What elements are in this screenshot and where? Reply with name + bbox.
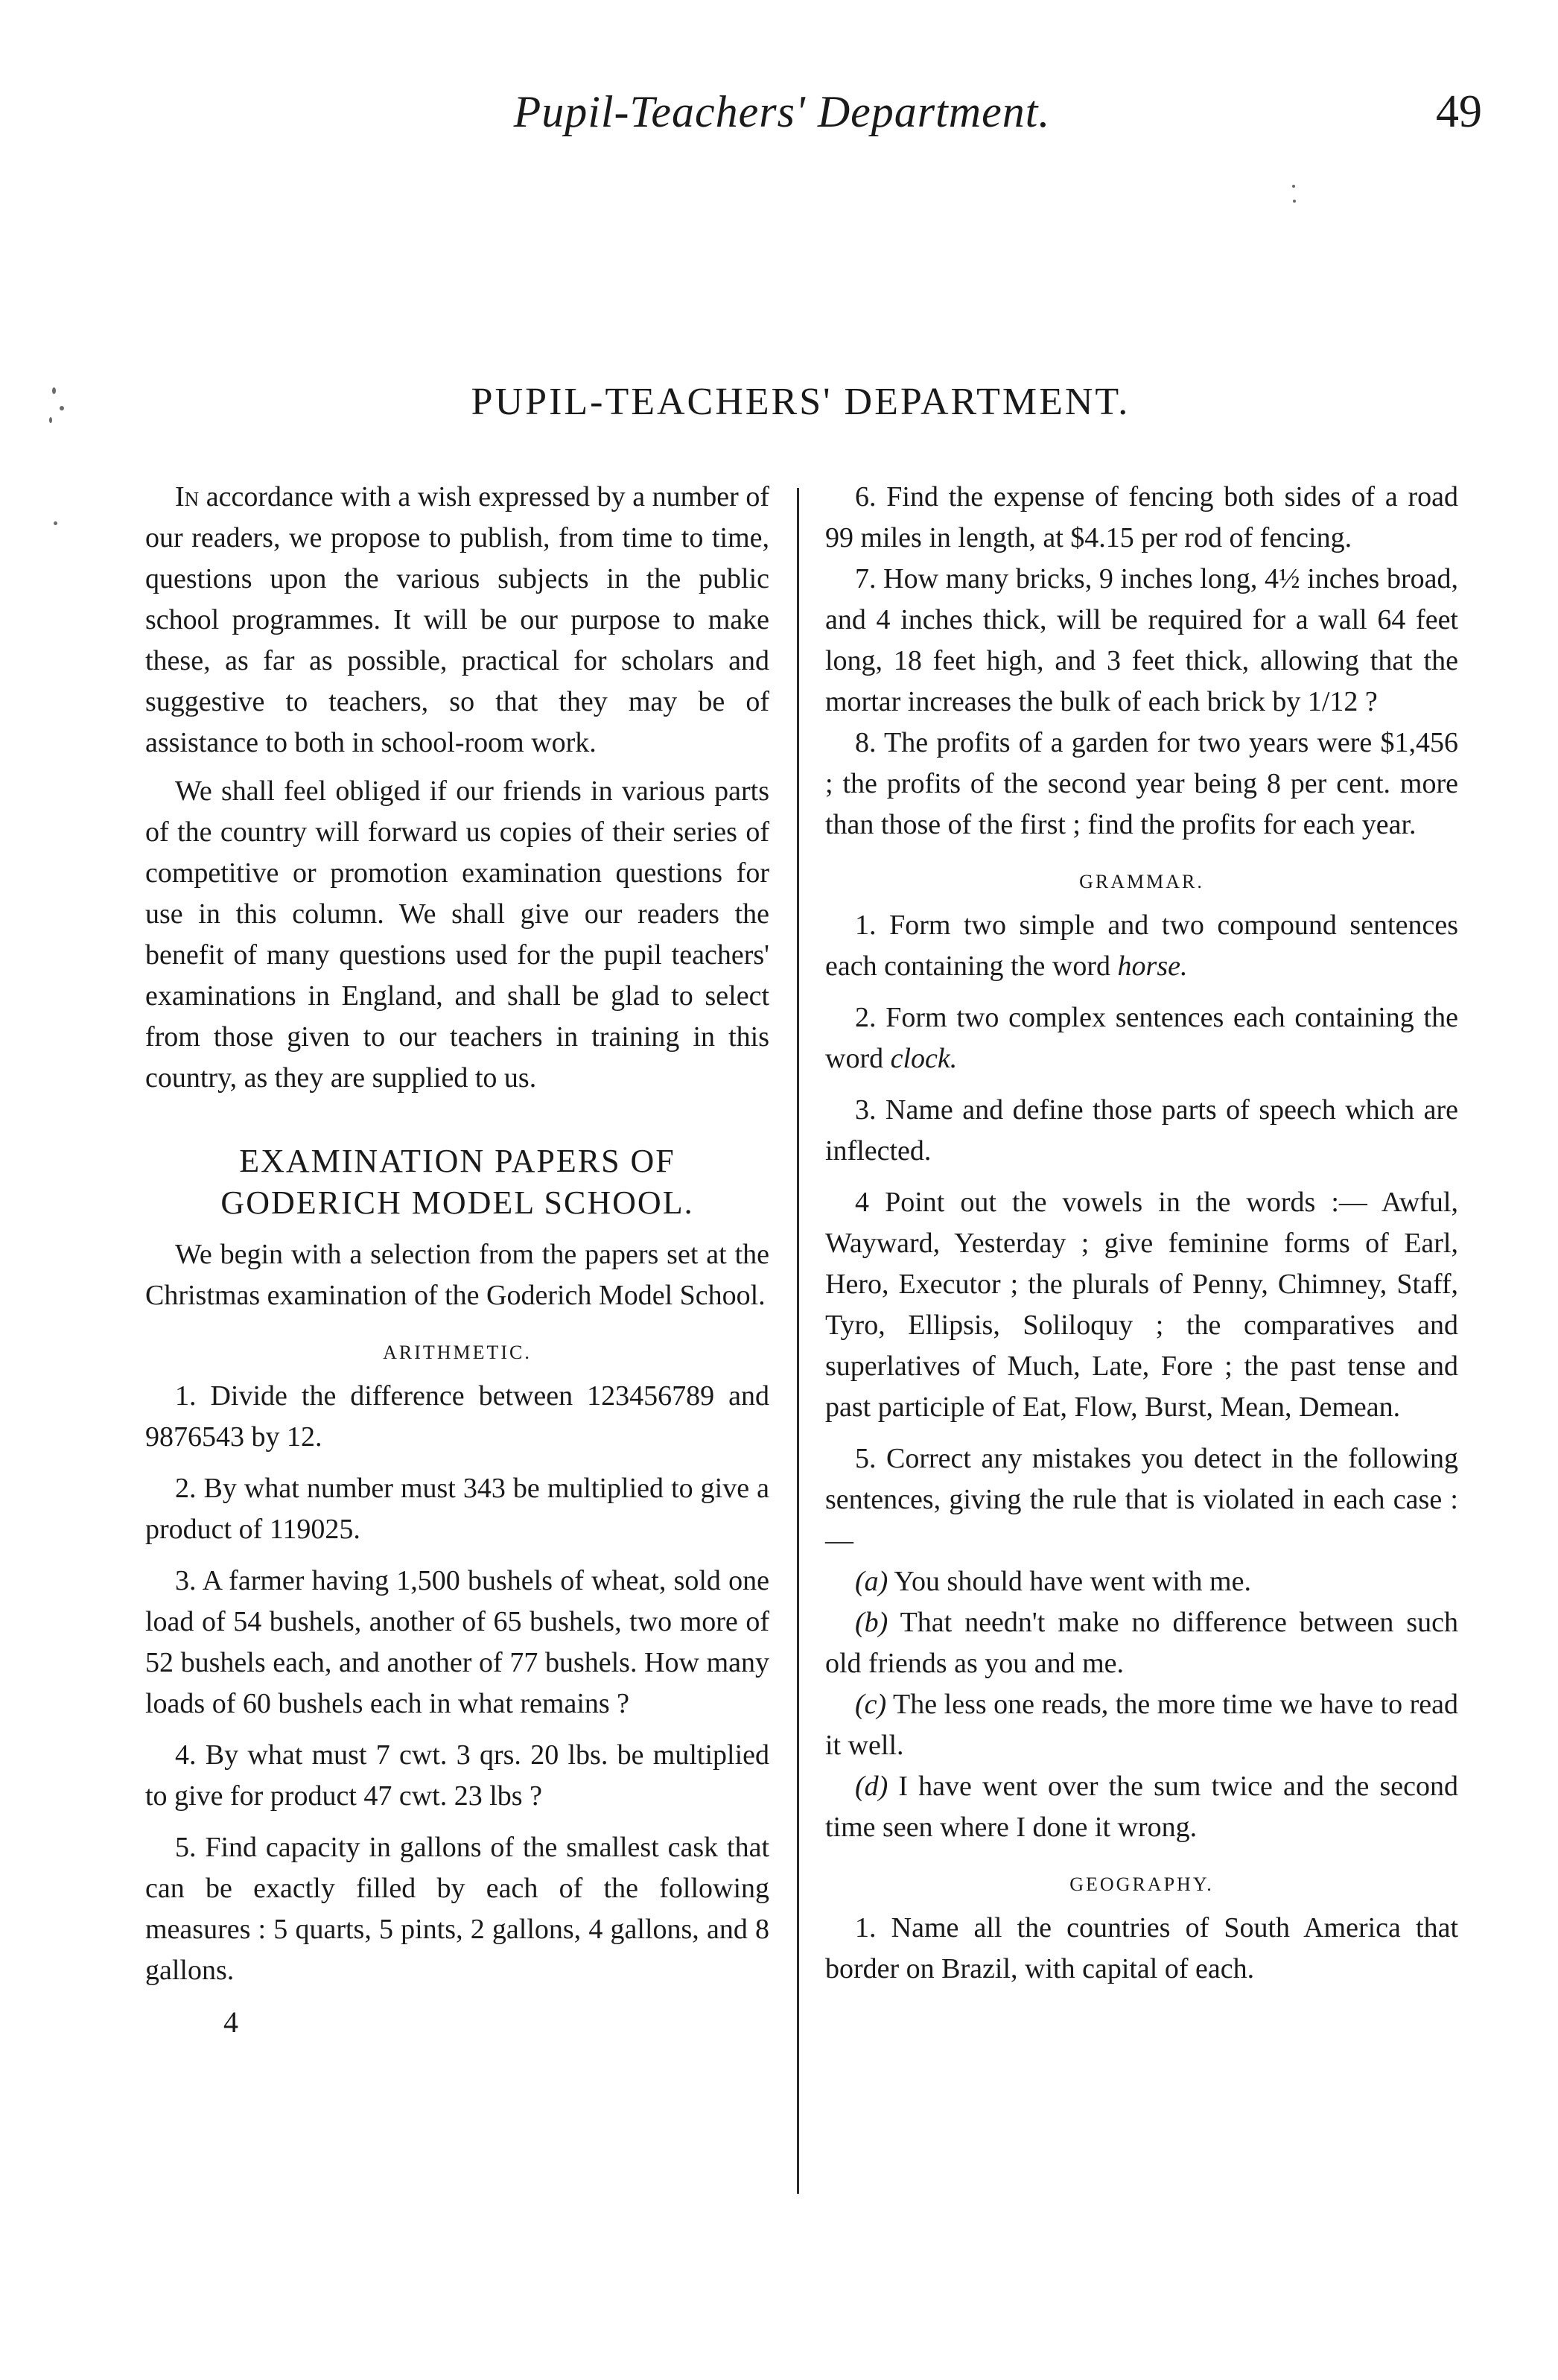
arithmetic-question-4: 4. By what must 7 cwt. 3 qrs. 20 lbs. be multiplied to give for product 47 cwt. 23 lbs ? [145, 1739, 769, 1812]
grammar-question-4: 4 Point out the vowels in the words :— Awful, Wayward, Yesterday ; give feminine forms of Earl, Hero, Executor ; the plurals of Penny, Chimney, Staff, Tyro, Ellipsis, Soliloquy ; the comparatives and superlatives of Much, Late, Fore ; the past tense and past participle of Eat, Flow, Burst, Mean, Demean. [825, 1187, 1458, 1423]
sentence-label-c: (c) [855, 1689, 887, 1720]
left-column [145, 477, 769, 2043]
section-heading: EXAMINATION PAPERS OF GODERICH MODEL SCHOOL. [220, 1143, 694, 1221]
arithmetic-heading: ARITHMETIC. [383, 1342, 532, 1363]
intro-paragraph-1 [145, 477, 769, 764]
arithmetic-question-5: 5. Find capacity in gallons of the smallest cask that can be exactly filled by each of the following measures : 5 quarts, 5 pints, 2 gallons, 4 gallons, and 8 gallons. [145, 1832, 769, 1986]
geography-question-1: 1. Name all the countries of South America that border on Brazil, with capital of each. [825, 1912, 1458, 1984]
running-title: Pupil-Teachers' Department. [513, 87, 1051, 136]
grammar-question-1-word: horse. [1117, 951, 1188, 982]
sentence-label-a: (a) [855, 1566, 888, 1597]
folio-signature: 4 [223, 2005, 238, 2039]
intro-paragraph-1-text: accordance with a wish expressed by a number of our readers, we propose to publish, from time to time, questions upon the various subjects in the public school programmes. It will be our purpose to make these, as far as possible, practical for scholars and suggestive to teachers, so that they may be of assistance to both in school-room work. [145, 481, 769, 758]
sentence-label-b: (b) [855, 1607, 888, 1638]
grammar-question-5: 5. Correct any mistakes you detect in the following sentences, giving the rule that is violated in each case :— [825, 1443, 1458, 1556]
arithmetic-question-2: 2. By what number must 343 be multiplied to give a product of 119025. [145, 1473, 769, 1545]
drop-word: In [175, 481, 200, 513]
grammar-sentence-b [825, 1602, 1458, 1684]
grammar-sentence-c [825, 1684, 1458, 1766]
scan-speck [54, 521, 57, 525]
grammar-question-2-word: clock. [890, 1043, 958, 1074]
grammar-question-1 [825, 905, 1458, 987]
geography-heading: GEOGRAPHY. [1069, 1873, 1214, 1895]
column-rule [797, 488, 799, 2194]
sentence-text-a: You should have went with me. [888, 1566, 1251, 1597]
scan-speck [49, 417, 52, 423]
sentence-text-c: The less one reads, the more time we have to read it well. [825, 1689, 1458, 1761]
intro-paragraph-2: We shall feel obliged if our friends in various parts of the country will forward us copies of their series of competitive or promotion examination questions for use in this column. We shall give our readers the benefit of many questions used for the pupil teachers' examinations in England, and shall be glad to select from those given to our teachers in training in this country, as they are supplied to us. [145, 775, 769, 1094]
arithmetic-question-3: 3. A farmer having 1,500 bushels of wheat, sold one load of 54 bushels, another of 65 bushels, two more of 52 bushels each, and another of 77 bushels. How many loads of 60 bushels each in what remains ? [145, 1565, 769, 1719]
scan-speck [1292, 185, 1295, 188]
sentence-text-b: That needn't make no difference between such old friends as you and me. [825, 1607, 1458, 1679]
page-number: 49 [1436, 86, 1482, 137]
right-column [825, 477, 1458, 1990]
grammar-question-2 [825, 997, 1458, 1079]
sentence-text-d: I have went over the sum twice and the second time seen where I done it wrong. [825, 1771, 1458, 1843]
scan-speck [60, 406, 64, 410]
grammar-sentence-a [825, 1561, 1458, 1602]
arithmetic-question-7: 7. How many bricks, 9 inches long, 4½ inches broad, and 4 inches thick, will be required for a wall 64 feet long, 18 feet high, and 3 feet thick, allowing that the mortar increases the bulk of each brick by 1/12 ? [825, 563, 1458, 717]
section-intro: We begin with a selection from the papers set at the Christmas examination of the Goderich Model School. [145, 1239, 769, 1311]
scan-speck [52, 387, 56, 394]
arithmetic-question-1: 1. Divide the difference between 123456789 and 9876543 by 12. [145, 1380, 769, 1453]
arithmetic-question-6: 6. Find the expense of fencing both sides of a road 99 miles in length, at $4.15 per rod of fencing. [825, 481, 1458, 553]
grammar-heading: GRAMMAR. [1079, 871, 1204, 892]
grammar-question-3: 3. Name and define those parts of speech which are inflected. [825, 1094, 1458, 1167]
sentence-label-d: (d) [855, 1771, 888, 1802]
scan-speck [1293, 200, 1296, 203]
page-title: PUPIL-TEACHERS' DEPARTMENT. [471, 381, 1131, 423]
running-head [0, 82, 1558, 142]
arithmetic-question-8: 8. The profits of a garden for two years were $1,456 ; the profits of the second year being 8 per cent. more than those of the first ; find the profits for each year. [825, 727, 1458, 840]
grammar-question-2-text: 2. Form two complex sentences each containing the word [825, 1002, 1458, 1074]
grammar-sentence-d [825, 1766, 1458, 1848]
grammar-question-1-text: 1. Form two simple and two compound sentences each containing the word [825, 910, 1458, 982]
